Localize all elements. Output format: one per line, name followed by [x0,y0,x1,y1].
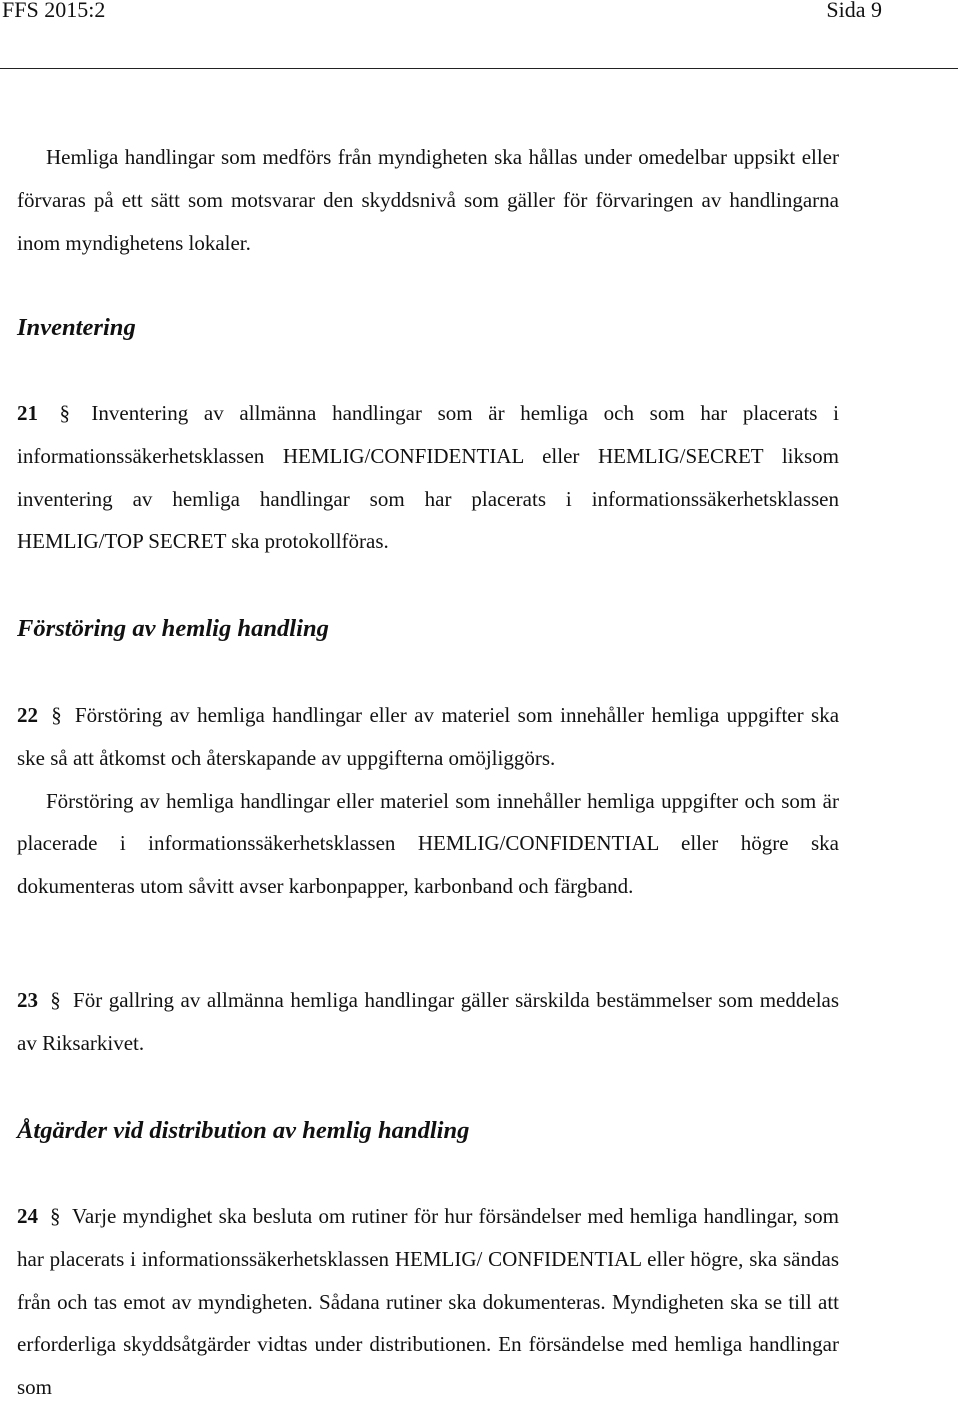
paragraph-22 [17,694,839,780]
paragraph-23 [17,979,839,1065]
heading-inventering: Inventering [17,314,136,341]
paragraph-text: För gallring av allmänna hemliga handlingar gäller särskilda bestämmelser som meddelas av Riksarkivet. [17,988,840,1055]
page-header [0,0,960,24]
page-number: Sida 9 [826,0,882,22]
section-symbol: § [49,1204,61,1228]
paragraph-text: Förstöring av hemliga handlingar eller av materiel som innehåller hemliga uppgifter ska ske så att åtkomst och återskapande av uppgifterna omöjliggörs. [17,703,840,770]
intro-paragraph: Hemliga handlingar som medförs från myndigheten ska hållas under omedelbar uppsikt eller förvaras på ett sätt som motsvarar den skyddsnivå som gäller för förvaringen av handlingarna inom myndighetens lokaler. [17,145,839,255]
section-symbol: § [59,401,70,425]
section-number: 21 [17,401,38,425]
section-number: 24 [17,1204,38,1228]
paragraph-21 [17,392,839,563]
header-divider [0,68,958,69]
section-number: 22 [17,703,38,727]
heading-forstoring: Förstöring av hemlig handling [17,615,329,642]
paragraph-text: Varje myndighet ska besluta om rutiner för hur försändelser med hemliga handlingar, som har placerats i informationssäkerhetsklassen HEMLIG/ CONFIDENTIAL eller högre, ska sändas från och tas emot av myndigheten. Sådana rutiner ska dokumenteras. Myndigheten ska se till att erforderliga skyddsåtgärder vidtas under distributionen. En försändelse med hemliga handlingar som [17,1204,839,1400]
paragraph-24 [17,1195,839,1409]
paragraph-text: Inventering av allmänna handlingar som är hemliga och som har placerats i informationssäkerhetsklassen HEMLIG/CONFIDENTIAL eller HEMLIG/SECRET liksom inventering av hemliga handlingar som har placerats i informationssäkerhetsklassen HEMLIG/TOP SECRET ska protokollföras. [17,401,840,554]
section-number: 23 [17,988,38,1012]
paragraph-22-continued: Förstöring av hemliga handlingar eller materiel som innehåller hemliga uppgifter och som är placerade i informationssäkerhetsklassen HEMLIG/CONFIDENTIAL eller högre ska dokumenteras utom såvitt avser karbonpapper, karbonband och färgband. [17,788,839,899]
section-symbol: § [50,988,61,1012]
section-symbol: § [51,703,62,727]
document-id: FFS 2015:2 [2,0,106,22]
heading-atgarder: Åtgärder vid distribution av hemlig handling [17,1117,470,1144]
